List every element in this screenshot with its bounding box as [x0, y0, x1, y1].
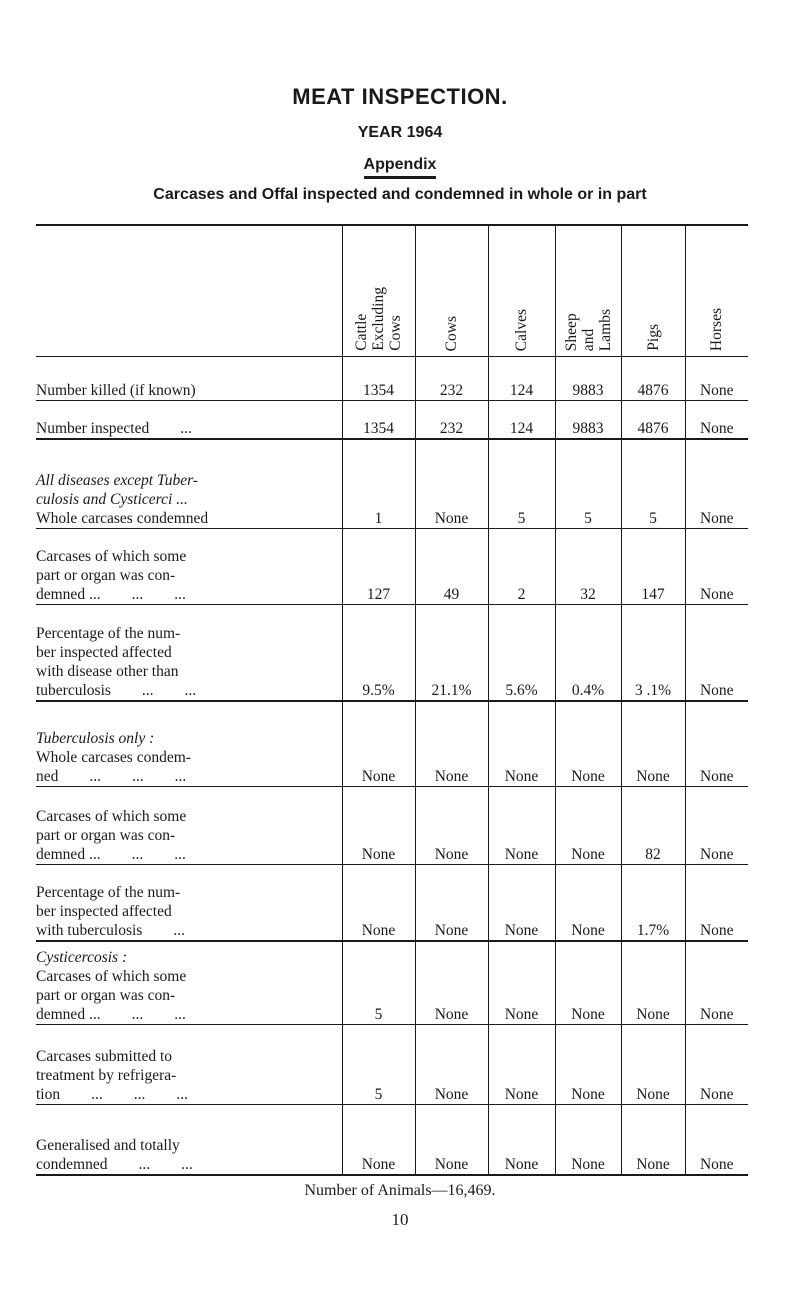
table-row [36, 401, 748, 439]
value-cell: None [415, 701, 488, 787]
table-row [36, 787, 748, 865]
row-label-line: Percentage of the num- [36, 883, 181, 901]
row-label-line: Whole carcases condem- [36, 749, 191, 766]
table-body [36, 357, 748, 1175]
value-cell: 9883 [555, 401, 621, 439]
value-cell: None [685, 1105, 748, 1175]
year-heading: YEAR 1964 [357, 124, 443, 141]
table-row [36, 1025, 748, 1105]
row-label-line: Whole carcases condemned [36, 510, 209, 527]
value-cell: None [342, 701, 415, 787]
row-label-line: part or organ was con- [36, 987, 176, 1004]
row-label-line: Carcases of which some [36, 968, 187, 985]
row-label [36, 1105, 342, 1175]
row-label [36, 787, 342, 865]
row-label-line: Carcases of which some [36, 548, 187, 565]
value-cell: 5 [342, 941, 415, 1025]
value-cell: 5 [621, 439, 685, 529]
value-cell: None [415, 787, 488, 865]
value-cell: None [685, 865, 748, 941]
value-cell: None [555, 1105, 621, 1175]
col-header-cattle [342, 225, 415, 357]
row-label-line: Carcases of which some [36, 808, 187, 825]
value-cell: 3 .1% [621, 605, 685, 701]
value-cell: 82 [621, 787, 685, 865]
page-title: MEAT INSPECTION. [292, 84, 508, 109]
row-label-line: tion ... ... ... [36, 1086, 188, 1103]
value-cell: None [342, 787, 415, 865]
value-cell: None [488, 1025, 555, 1105]
row-label [36, 865, 342, 941]
row-label-line: part or organ was con- [36, 827, 176, 844]
appendix-label: Appendix [364, 156, 437, 179]
row-label-line: ber inspected affected [36, 643, 172, 661]
row-label-line: part or organ was con- [36, 567, 176, 584]
corner-cell [36, 225, 342, 357]
value-cell: 147 [621, 529, 685, 605]
row-label [36, 1025, 342, 1105]
value-cell: 5 [342, 1025, 415, 1105]
value-cell: None [685, 357, 748, 401]
table-row [36, 865, 748, 941]
value-cell: None [685, 941, 748, 1025]
value-cell: 1354 [342, 357, 415, 401]
value-cell: None [488, 941, 555, 1025]
value-cell: 232 [415, 401, 488, 439]
row-label [36, 941, 342, 1025]
value-cell: None [621, 1105, 685, 1175]
section-heading: All diseases except Tuber- [36, 472, 198, 489]
col-header-label: Sheep and Lambs [562, 308, 614, 351]
value-cell: 124 [488, 357, 555, 401]
section-heading-line: culosis and Cysticerci ... [36, 491, 188, 508]
section-heading: Tuberculosis only : [36, 730, 155, 747]
value-cell: 232 [415, 357, 488, 401]
row-label-line: condemned ... ... [36, 1155, 193, 1173]
value-cell: None [415, 941, 488, 1025]
value-cell: None [555, 701, 621, 787]
value-cell: None [555, 941, 621, 1025]
value-cell: None [621, 941, 685, 1025]
table-row [36, 439, 748, 529]
value-cell: 2 [488, 529, 555, 605]
column-header-row [36, 225, 748, 357]
row-label [36, 357, 342, 401]
col-header-pigs [621, 225, 685, 357]
value-cell: None [621, 701, 685, 787]
value-cell: None [415, 1105, 488, 1175]
value-cell: 49 [415, 529, 488, 605]
row-label-line: demned ... ... ... [36, 1006, 186, 1023]
row-label-line: ned ... ... ... [36, 768, 187, 785]
value-cell: None [415, 439, 488, 529]
value-cell: None [685, 605, 748, 701]
value-cell: None [555, 787, 621, 865]
row-label-line: demned ... ... ... [36, 586, 186, 603]
value-cell: 4876 [621, 357, 685, 401]
value-cell: 5 [488, 439, 555, 529]
meat-inspection-table [36, 224, 748, 1176]
row-label-line: Generalised and totally [36, 1136, 180, 1154]
value-cell: 127 [342, 529, 415, 605]
row-label-line: ber inspected affected [36, 902, 172, 920]
col-header-calves [488, 225, 555, 357]
col-header-horses [685, 225, 748, 357]
value-cell: None [621, 1025, 685, 1105]
row-label-line: Carcases submitted to [36, 1048, 173, 1065]
value-cell: None [685, 787, 748, 865]
value-cell: 0.4% [555, 605, 621, 701]
value-cell: 5.6% [488, 605, 555, 701]
value-cell: 9.5% [342, 605, 415, 701]
value-cell: None [685, 701, 748, 787]
table-row [36, 605, 748, 701]
row-label-line: tuberculosis ... ... [36, 681, 197, 699]
value-cell: 1 [342, 439, 415, 529]
page-number: 10 [391, 1210, 409, 1229]
row-label [36, 401, 342, 439]
table-row [36, 701, 748, 787]
value-cell: None [685, 529, 748, 605]
row-label-line: demned ... ... ... [36, 846, 186, 863]
row-label-line: Number inspected ... [36, 419, 192, 437]
col-header-label: Horses [708, 307, 726, 351]
value-cell: None [342, 1105, 415, 1175]
value-cell: 124 [488, 401, 555, 439]
table-row [36, 357, 748, 401]
table-row [36, 1105, 748, 1175]
value-cell: 21.1% [415, 605, 488, 701]
value-cell: 4876 [621, 401, 685, 439]
value-cell: 5 [555, 439, 621, 529]
col-header-label: Pigs [644, 324, 662, 351]
row-label-line: treatment by refrigera- [36, 1067, 177, 1084]
row-label-line: with disease other than [36, 662, 179, 680]
row-label-line: Number killed (if known) [36, 382, 196, 399]
value-cell: None [685, 439, 748, 529]
value-cell: None [415, 865, 488, 941]
section-heading: Cysticercosis : [36, 949, 128, 966]
total-animals-note: Number of Animals—16,469. [304, 1182, 496, 1199]
table-caption: Carcases and Offal inspected and condemned in whole or in part [153, 186, 647, 203]
value-cell: None [342, 865, 415, 941]
value-cell: None [488, 865, 555, 941]
appendix-heading [0, 156, 800, 179]
value-cell: None [488, 701, 555, 787]
row-label [36, 701, 342, 787]
row-label [36, 605, 342, 701]
value-cell: None [555, 1025, 621, 1105]
value-cell: 9883 [555, 357, 621, 401]
table-row [36, 529, 748, 605]
value-cell: 1.7% [621, 865, 685, 941]
row-label-line: Percentage of the num- [36, 624, 181, 642]
value-cell: 32 [555, 529, 621, 605]
value-cell: None [488, 1105, 555, 1175]
row-label [36, 439, 342, 529]
col-header-label: Calves [513, 308, 530, 351]
value-cell: None [685, 401, 748, 439]
row-label-line: with tuberculosis ... [36, 921, 185, 939]
table-row [36, 941, 748, 1025]
col-header-cows [415, 225, 488, 357]
value-cell: None [488, 787, 555, 865]
value-cell: None [555, 865, 621, 941]
value-cell: None [415, 1025, 488, 1105]
col-header-label: Cattle Excluding Cows [353, 287, 404, 351]
col-header-label: Cows [443, 315, 460, 351]
row-label [36, 529, 342, 605]
value-cell: 1354 [342, 401, 415, 439]
col-header-sheep [555, 225, 621, 357]
value-cell: None [685, 1025, 748, 1105]
